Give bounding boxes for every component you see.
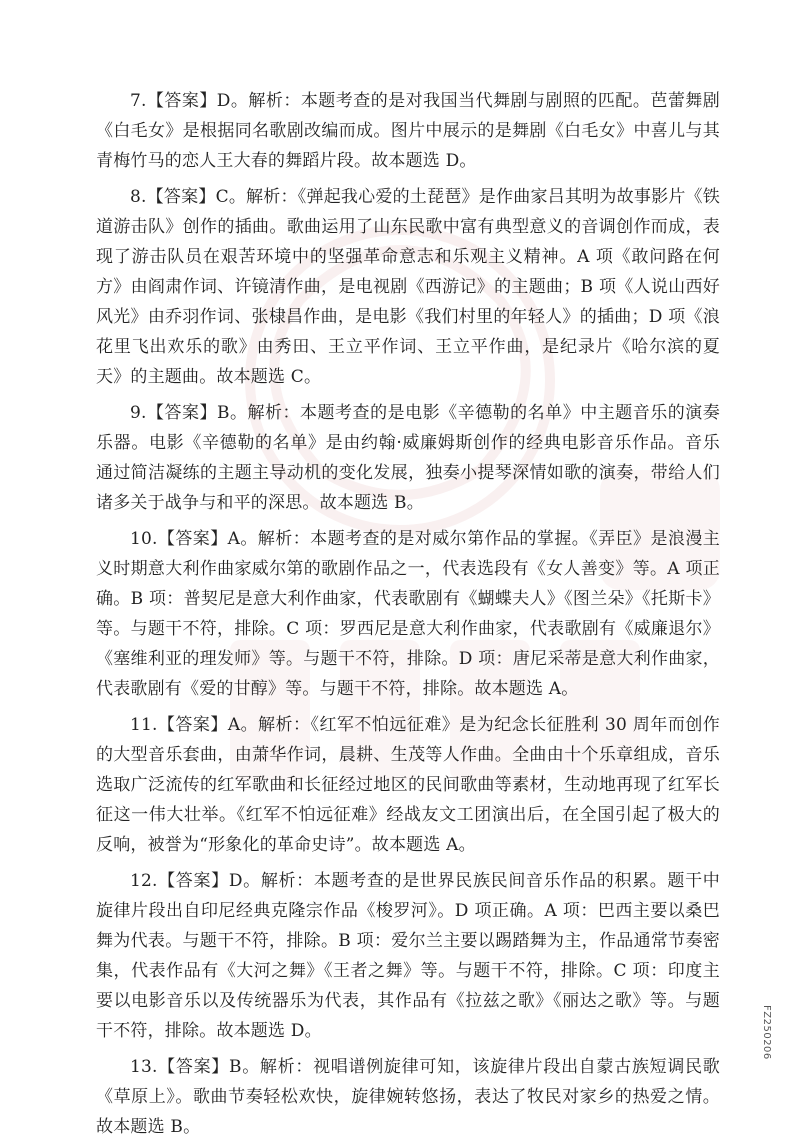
- answer-13: 13.【答案】B。解析：视唱谱例旋律可知，该旋律片段出自蒙古族短调民歌《草原上》。歌曲节奏轻松欢快，旋律婉转悠扬，表达了牧民对家乡的热爱之情。故本题选 B。: [96, 1057, 720, 1137]
- answer-12: 12.【答案】D。解析：本题考查的是世界民族民间音乐作品的积累。题干中旋律片段出自印尼经典克隆宗作品《梭罗河》。D 项正确。A 项：巴西主要以桑巴舞为代表。与题干不符，排除。B 项：爱尔兰主要以踢踏舞为主，作品通常节奏密集，代表作品有《大河之舞》《王者之舞》等。与题干不符，排除。C 项：印度主要以电影音乐以及传统器乐为代表，其作品有《拉兹之歌》《丽达之歌》等。与题干不符，排除。故本题选 D。: [96, 871, 720, 1041]
- document-code: FZ250206: [761, 1005, 772, 1060]
- answer-8: 8.【答案】C。解析：《弹起我心爱的土琵琶》是作曲家吕其明为故事影片《铁道游击队》创作的插曲。歌曲运用了山东民歌中富有典型意义的音调创作而成，表现了游击队员在艰苦环境中的坚强革命意志和乐观主义精神。A 项《敢问路在何方》由阎肃作词、许镜清作曲，是电视剧《西游记》的主题曲；B 项《人说山西好风光》由乔羽作词、张棣昌作曲，是电影《我们村里的年轻人》的插曲；D 项《浪花里飞出欢乐的歌》由秀田、王立平作词、王立平作曲，是纪录片《哈尔滨的夏天》的主题曲。故本题选 C。: [96, 187, 720, 387]
- answer-10: 10.【答案】A。解析：本题考查的是对威尔第作品的掌握。《弄臣》是浪漫主义时期意大利作曲家威尔第的歌剧作品之一，代表选段有《女人善变》等。A 项正确。B 项：普契尼是意大利作曲家，代表歌剧有《蝴蝶夫人》《图兰朵》《托斯卡》等。与题干不符，排除。C 项：罗西尼是意大利作曲家，代表歌剧有《威廉退尔》《塞维利亚的理发师》等。与题干不符，排除。D 项：唐尼采蒂是意大利作曲家，代表歌剧有《爱的甘醇》等。与题干不符，排除。故本题选 A。: [96, 529, 720, 699]
- answer-11: 11.【答案】A。解析：《红军不怕远征难》是为纪念长征胜利 30 周年而创作的大型音乐套曲，由萧华作词，晨耕、生茂等人作曲。全曲由十个乐章组成，音乐选取广泛流传的红军歌曲和长征经过地区的民间歌曲等素材，生动地再现了红军长征这一伟大壮举。《红军不怕远征难》经战友文工团演出后，在全国引起了极大的反响，被誉为“形象化的革命史诗”。故本题选 A。: [96, 715, 720, 855]
- answer-9: 9.【答案】B。解析：本题考查的是电影《辛德勒的名单》中主题音乐的演奏乐器。电影《辛德勒的名单》是由约翰·威廉姆斯创作的经典电影音乐作品。音乐通过简洁凝练的主题主导动机的变化发展，独奏小提琴深情如歌的演奏，带给人们诸多关于战争与和平的深思。故本题选 B。: [96, 403, 720, 513]
- answer-7: 7.【答案】D。解析：本题考查的是对我国当代舞剧与剧照的匹配。芭蕾舞剧《白毛女》是根据同名歌剧改编而成。图片中展示的是舞剧《白毛女》中喜儿与其青梅竹马的恋人王大春的舞蹈片段。故本题选 D。: [96, 91, 720, 171]
- answer-explanations: [96, 86, 720, 1148]
